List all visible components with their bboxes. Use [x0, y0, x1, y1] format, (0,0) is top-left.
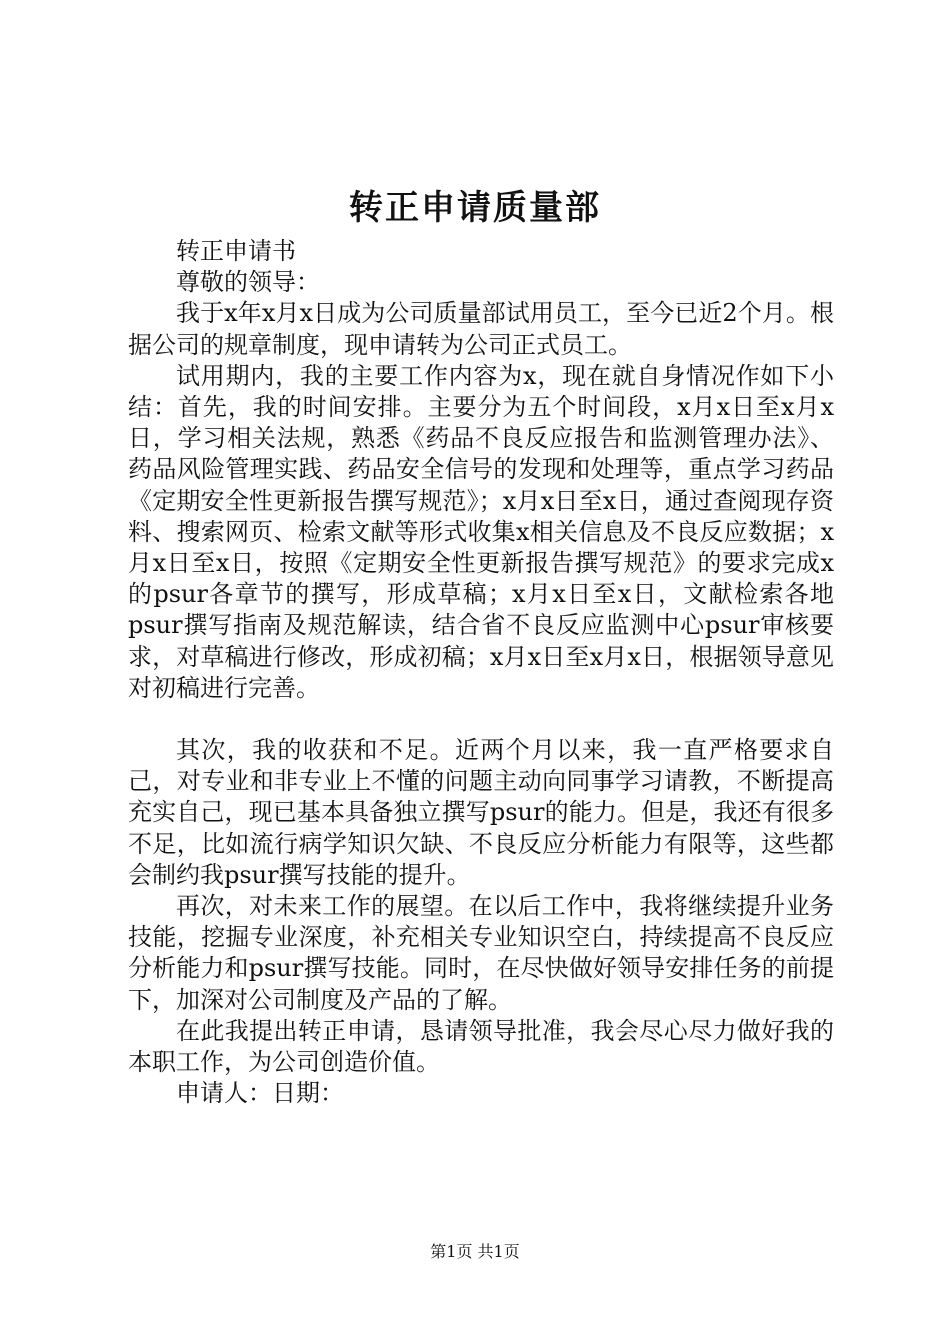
paragraph-work-summary: 试用期内，我的主要工作内容为x，现在就自身情况作如下小结：首先，我的时间安排。主要分为五个时间段，x月x日至x月x日，学习相关法规，熟悉《药品不良反应报告和监测管理办法》、药品风险管理实践、药品安全信号的发现和处理等，重点学习药品《定期安全性更新报告撰写规范》；x月x日至x日，通过查阅现存资料、搜索网页、检索文献等形式收集x相关信息及不良反应数据；x月x日至x日，按照《定期安全性更新报告撰写规范》的要求完成x的psur各章节的撰写，形成草稿；x月x日至x日，文献检索各地psur撰写指南及规范解读，结合省不良反应监测中心psur审核要求，对草稿进行修改，形成初稿；x月x日至x月x日，根据领导意见对初稿进行完善。 — [128, 361, 834, 702]
paragraph-outlook: 再次，对未来工作的展望。在以后工作中，我将继续提升业务技能，挖掘专业深度，补充相关专业知识空白，持续提高不良反应分析能力和psur撰写技能。同时，在尽快做好领导安排任务的前提下，加深对公司制度及产品的了解。 — [128, 892, 834, 1014]
document-body — [128, 236, 834, 1109]
page-title: 转正申请质量部 — [349, 188, 601, 228]
paragraph-intro: 我于x年x月x日成为公司质量部试用员工，至今已近2个月。根据公司的规章制度，现申请转为公司正式员工。 — [128, 299, 834, 359]
paragraph-gains-shortcomings: 其次，我的收获和不足。近两个月以来，我一直严格要求自己，对专业和非专业上不懂的问题主动向同事学习请教，不断提高充实自己，现已基本具备独立撰写psur的能力。但是，我还有很多不足，比如流行病学知识欠缺、不良反应分析能力有限等，这些都会制约我psur撰写技能的提升。 — [128, 736, 834, 889]
salutation: 尊敬的领导： — [176, 268, 320, 297]
page-number: 第1页 共1页 — [430, 1242, 520, 1261]
paragraph-request: 在此我提出转正申请，恳请领导批准，我会尽心尽力做好我的本职工作，为公司创造价值。 — [128, 1016, 834, 1077]
signature-line: 申请人：日期： — [176, 1079, 344, 1108]
document-heading: 转正申请书 — [176, 237, 296, 265]
